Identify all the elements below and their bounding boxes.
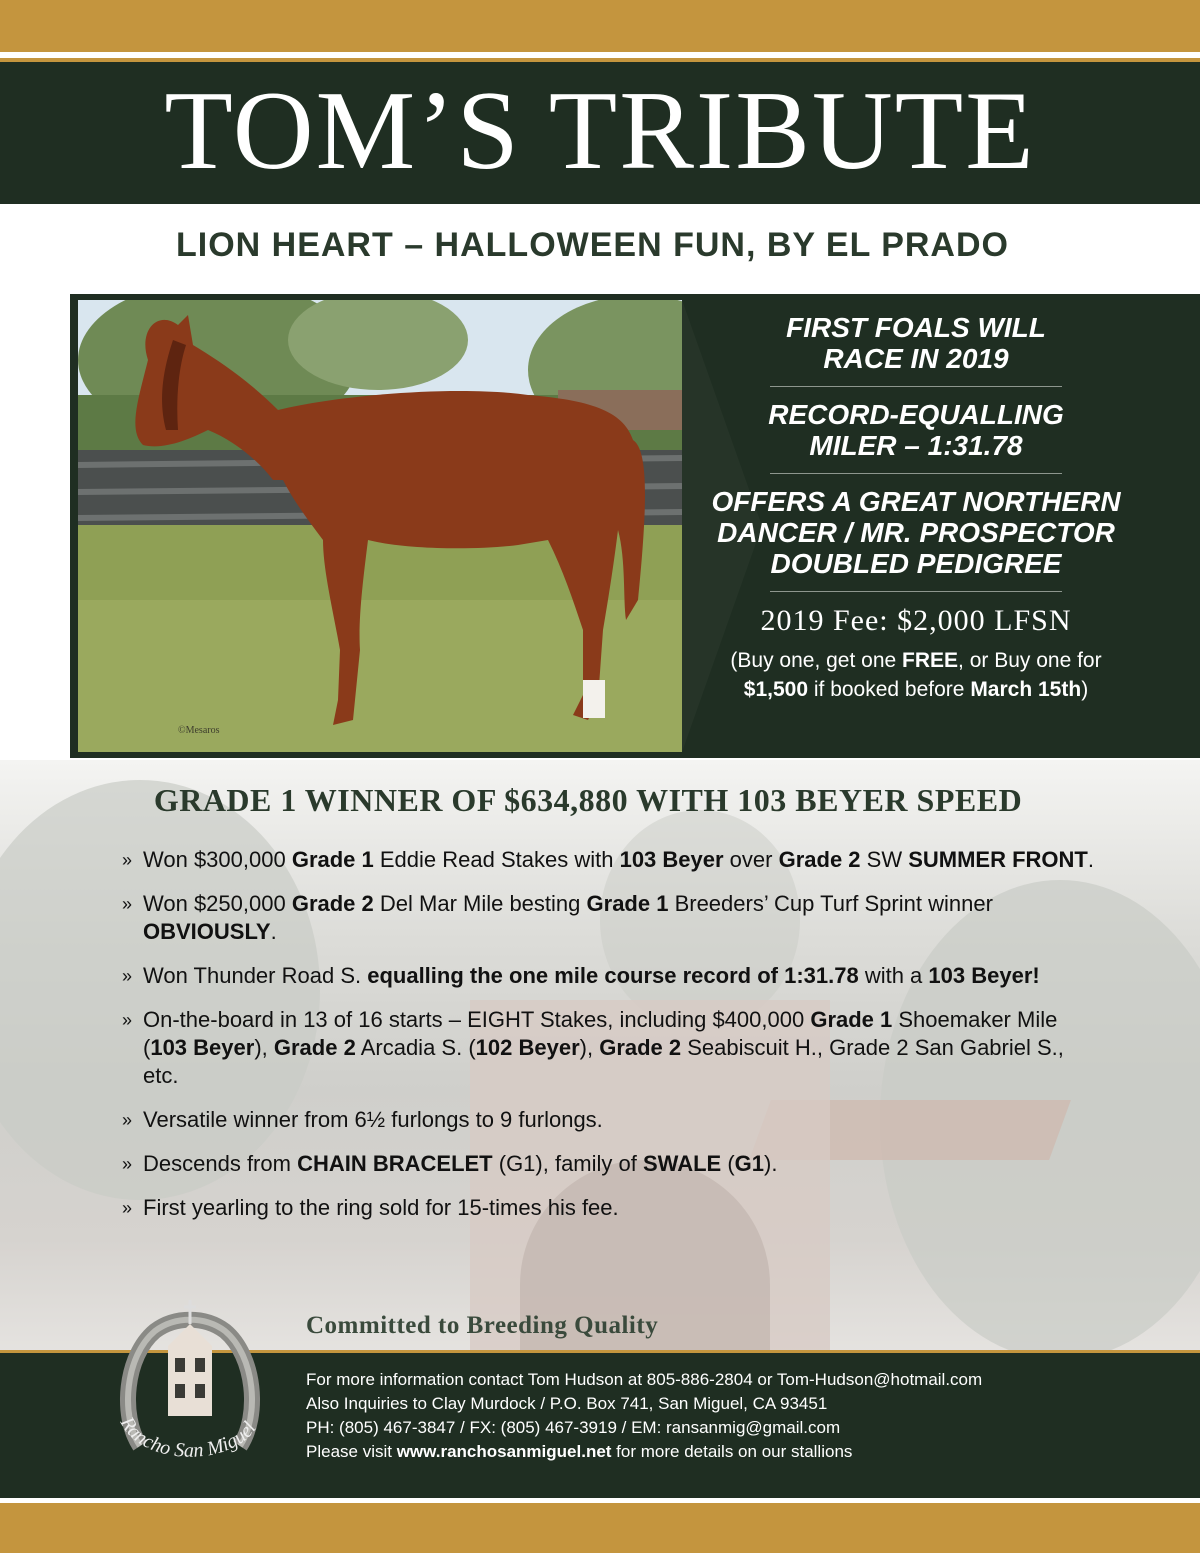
contact-line: PH: (805) 467-3847 / FX: (805) 467-3919 / EM: ransanmig@gmail.com [306,1418,841,1437]
list-item: » Versatile winner from 6½ furlongs to 9 furlongs. [122,1107,603,1132]
divider [770,473,1062,474]
tagline: Committed to Breeding Quality [306,1312,659,1339]
website-link[interactable]: www.ranchosanmiguel.net [396,1442,612,1461]
list-item: » Won Thunder Road S. equalling the one mile course record of 1:31.78 with a 103 Beyer! [122,963,1040,988]
divider [770,591,1062,592]
rancho-san-miguel-logo [100,1296,280,1486]
list-item: » On-the-board in 13 of 16 starts – EIGHT Stakes, including $400,000 Grade 1 Shoemaker Mile (103 Beyer), Grade 2 Arcadia S. (102 Beyer), Grade 2 Seabiscuit H., Grade 2 San Gabriel S., etc. [122,1007,1064,1088]
photo-credit: ©Mesaros [178,725,220,736]
page-title: TOM’S TRIBUTE [164,69,1036,193]
list-item: » Won $300,000 Grade 1 Eddie Read Stakes with 103 Beyer over Grade 2 SW SUMMER FRONT. [122,847,1094,872]
highlight-pedigree: OFFERS A GREAT NORTHERN DANCER / MR. PROSPECTOR DOUBLED PEDIGREE [711,486,1121,579]
pedigree-line: LION HEART – HALLOWEEN FUN, BY EL PRADO [175,226,1009,264]
contact-line: For more information contact Tom Hudson at 805-886-2804 or Tom-Hudson@hotmail.com [306,1370,983,1389]
bottom-gold-band [0,1503,1200,1553]
logo-text: Rancho San Miguel [115,1413,261,1462]
top-gold-band [0,0,1200,52]
stud-fee: 2019 Fee: $2,000 LFSN [760,604,1072,637]
contact-info [306,1368,982,1464]
list-item: » Descends from CHAIN BRACELET (G1), family of SWALE (G1). [122,1151,778,1176]
horse-illustration [78,300,682,752]
highlight-record-miler: RECORD-EQUALLING MILER – 1:31.78 [768,399,1064,461]
contact-line: Please visit www.ranchosanmiguel.net for more details on our stallions [306,1442,853,1461]
horse-photo [78,300,682,752]
grade-heading: GRADE 1 WINNER OF $634,880 WITH 103 BEYER SPEED [153,782,1023,818]
achievements-list [122,846,1102,1238]
highlight-first-foals: FIRST FOALS WILL RACE IN 2019 [786,312,1046,374]
contact-line: Also Inquiries to Clay Murdock / P.O. Box 741, San Miguel, CA 93451 [306,1394,828,1413]
list-item: » Won $250,000 Grade 2 Del Mar Mile besting Grade 1 Breeders’ Cup Turf Sprint winner OBVIOUSLY. [122,891,993,944]
highlights-panel [700,312,1132,704]
list-item: » First yearling to the ring sold for 15-times his fee. [122,1195,619,1220]
divider [770,386,1062,387]
fee-offer: (Buy one, get one FREE, or Buy one for $1,500 if booked before March 15th) [730,649,1102,701]
